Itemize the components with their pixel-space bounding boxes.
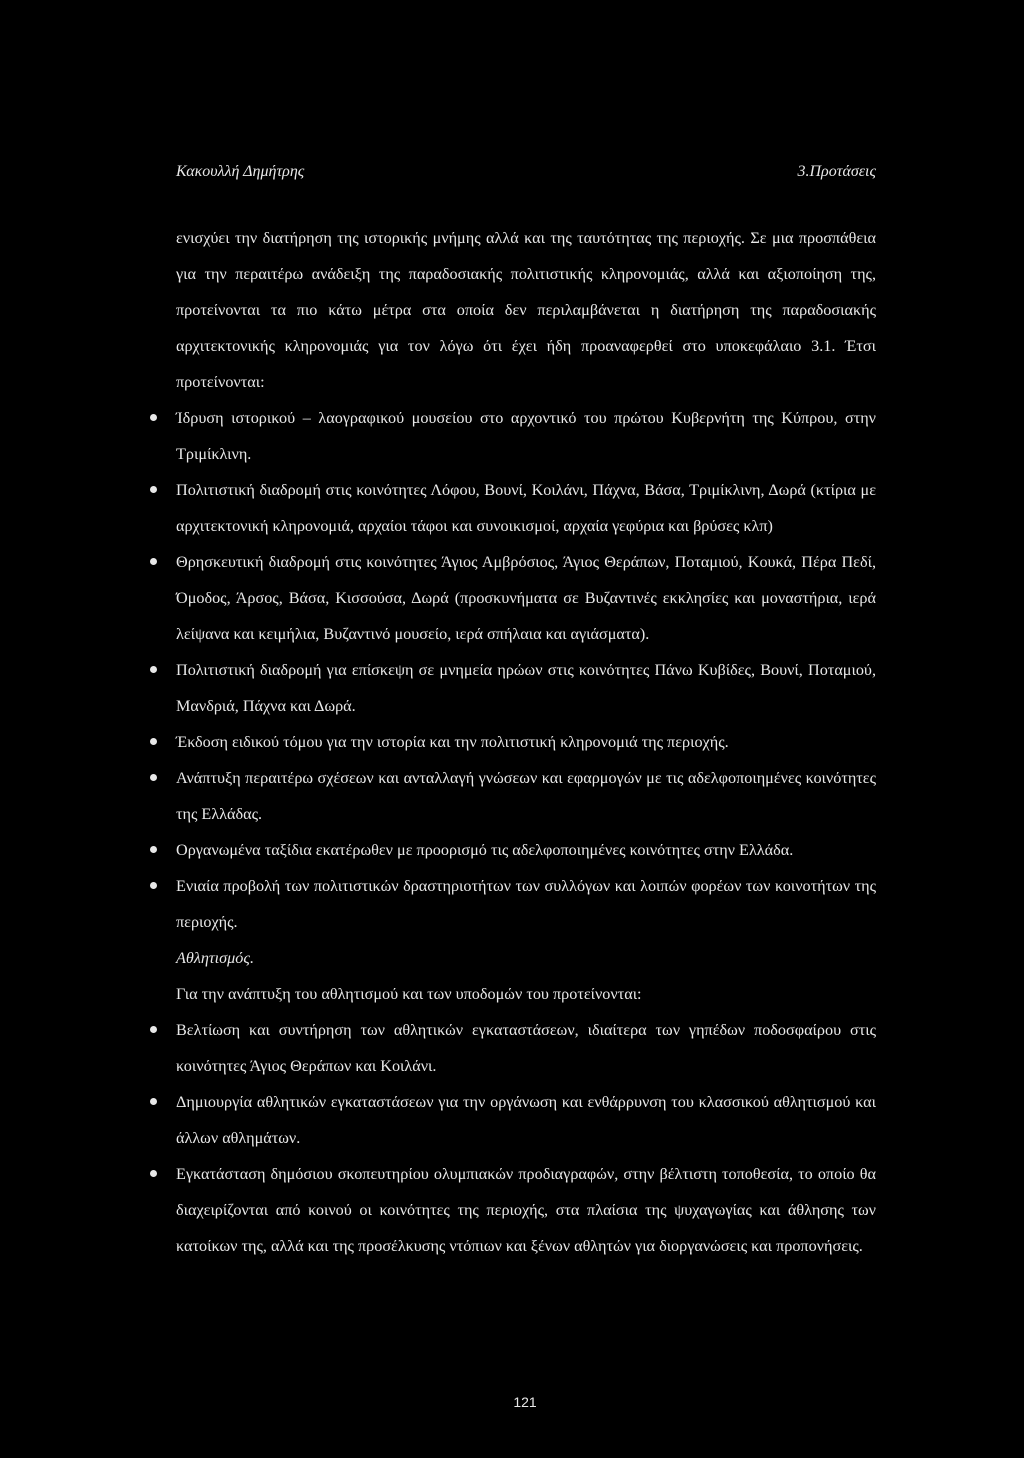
- section-heading-sports: Αθλητισμός.: [176, 949, 254, 967]
- list-item: Ενιαία προβολή των πολιτιστικών δραστηριοτήτων των συλλόγων και λοιπών φορέων των κοινοτήτων της περιοχής.: [176, 868, 876, 940]
- list-item: Βελτίωση και συντήρηση των αθλητικών εγκαταστάσεων, ιδιαίτερα των γηπέδων ποδοσφαίρου στις κοινότητες Άγιος Θεράπων και Κοιλάνι.: [176, 1012, 876, 1084]
- list-item: Ανάπτυξη περαιτέρω σχέσεων και ανταλλαγή γνώσεων και εφαρμογών με τις αδελφοποιημένες κοινότητες της Ελλάδας.: [176, 760, 876, 832]
- sports-bullet-list: [176, 1012, 876, 1264]
- list-item: Οργανωμένα ταξίδια εκατέρωθεν με προορισμό τις αδελφοποιημένες κοινότητες στην Ελλάδα.: [176, 832, 876, 868]
- list-item: Θρησκευτική διαδρομή στις κοινότητες Άγιος Αμβρόσιος, Άγιος Θεράπων, Ποταμιού, Κουκά, Πέρα Πεδί, Όμοδος, Άρσος, Βάσα, Κισσούσα, Δωρά (προσκυνήματα σε Βυζαντινές εκκλησίες και μοναστήρια, ιερά λείψανα και κειμήλια, Βυζαντινό μουσείο, ιερά σπήλαια και αγιάσματα).: [176, 544, 876, 652]
- list-item: Εγκατάσταση δημόσιου σκοπευτηρίου ολυμπιακών προδιαγραφών, στην βέλτιστη τοποθεσία, το οποίο θα διαχειρίζονται από κοινού οι κοινότητες της περιοχής, στα πλαίσια της ψυχαγωγίας και άθλησης των κατοίκων της, αλλά και της προσέλκυσης ντόπιων και ξένων αθλητών για διοργανώσεις και προπονήσεις.: [176, 1156, 876, 1264]
- page-number: 121: [513, 1394, 537, 1410]
- header-section: 3.Προτάσεις: [797, 163, 876, 180]
- culture-bullet-list: [176, 400, 876, 940]
- header-author: Κακουλλή Δημήτρης: [176, 163, 305, 180]
- list-item: Πολιτιστική διαδρομή στις κοινότητες Λόφου, Βουνί, Κοιλάνι, Πάχνα, Βάσα, Τριμίκλινη, Δωρά (κτίρια με αρχιτεκτονική κληρονομιά, αρχαίοι τάφοι και συνοικισμοί, αρχαία γεφύρια και βρύσες κλπ): [176, 472, 876, 544]
- page-header: [176, 163, 876, 181]
- list-item: Πολιτιστική διαδρομή για επίσκεψη σε μνημεία ηρώων στις κοινότητες Πάνω Κυβίδες, Βουνί, Ποταμιού, Μανδριά, Πάχνα και Δωρά.: [176, 652, 876, 724]
- list-item: Έκδοση ειδικού τόμου για την ιστορία και την πολιτιστική κληρονομιά της περιοχής.: [176, 724, 876, 760]
- sports-intro: Για την ανάπτυξη του αθλητισμού και των υποδομών του προτείνονται:: [176, 985, 642, 1003]
- page-body: [176, 220, 876, 1264]
- list-item: Δημιουργία αθλητικών εγκαταστάσεων για την οργάνωση και ενθάρρυνση του κλασσικού αθλητισμού και άλλων αθλημάτων.: [176, 1084, 876, 1156]
- list-item: Ίδρυση ιστορικού – λαογραφικού μουσείου στο αρχοντικό του πρώτου Κυβερνήτη της Κύπρου, στην Τριμίκλινη.: [176, 400, 876, 472]
- intro-paragraph: ενισχύει την διατήρηση της ιστορικής μνήμης αλλά και της ταυτότητας της περιοχής. Σε μια προσπάθεια για την περαιτέρω ανάδειξη της παραδοσιακής πολιτιστικής κληρονομιάς, αλλά και αξιοποίηση της, προτείνονται τα πιο κάτω μέτρα στα οποία δεν περιλαμβάνεται η διατήρηση της παραδοσιακής αρχιτεκτονικής κληρονομιάς για τον λόγω ότι έχει ήδη προαναφερθεί στο υποκεφάλαιο 3.1. Έτσι προτείνονται:: [176, 229, 876, 391]
